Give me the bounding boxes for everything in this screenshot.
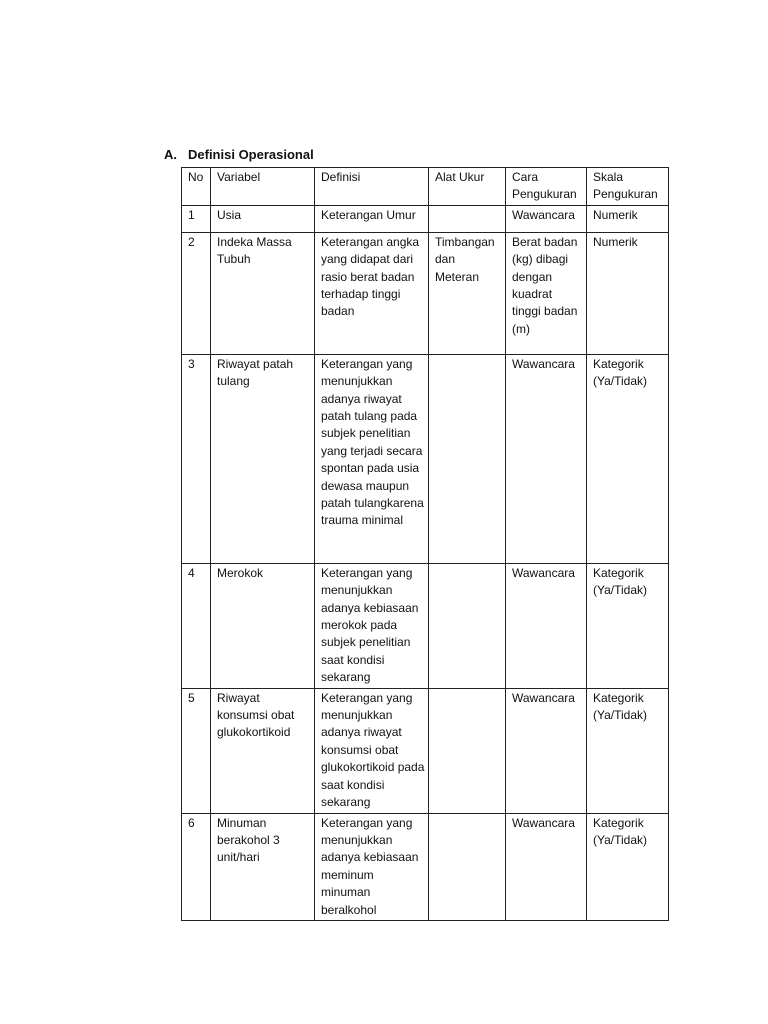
header-skala-pengukuran: Skala Pengukuran [587, 168, 669, 206]
cell-variabel: Riwayat patah tulang [211, 354, 315, 563]
header-definisi: Definisi [315, 168, 429, 206]
header-no: No [182, 168, 211, 206]
cell-variabel: Indeka Massa Tubuh [211, 232, 315, 354]
cell-cara-pengukuran: Berat badan (kg) dibagi dengan kuadrat tinggi badan (m) [506, 232, 587, 354]
cell-no: 4 [182, 563, 211, 688]
cell-no: 1 [182, 205, 211, 232]
cell-definisi: Keterangan yang menunjukkan adanya riwayat patah tulang pada subjek penelitian yang terjadi secara spontan pada usia dewasa maupun patah tulangkarena trauma minimal [315, 354, 429, 563]
cell-alat-ukur [429, 563, 506, 688]
table-header-row [182, 168, 669, 206]
table-row [182, 205, 669, 232]
cell-no: 5 [182, 688, 211, 813]
cell-no: 2 [182, 232, 211, 354]
cell-definisi: Keterangan yang menunjukkan adanya kebiasaan merokok pada subjek penelitian saat kondisi sekarang [315, 563, 429, 688]
cell-skala-pengukuran: Kategorik (Ya/Tidak) [587, 354, 669, 563]
section-letter: A. [164, 147, 177, 162]
cell-skala-pengukuran: Numerik [587, 205, 669, 232]
table-row [182, 563, 669, 688]
cell-definisi: Keterangan Umur [315, 205, 429, 232]
cell-alat-ukur [429, 354, 506, 563]
cell-skala-pengukuran: Kategorik (Ya/Tidak) [587, 688, 669, 813]
table-row [182, 232, 669, 354]
cell-variabel: Usia [211, 205, 315, 232]
cell-cara-pengukuran: Wawancara [506, 354, 587, 563]
cell-cara-pengukuran: Wawancara [506, 563, 587, 688]
cell-no: 6 [182, 813, 211, 920]
section-title: Definisi Operasional [188, 147, 314, 162]
cell-alat-ukur [429, 813, 506, 920]
cell-definisi: Keterangan yang menunjukkan adanya kebiasaan meminum minuman beralkohol [315, 813, 429, 920]
table-row [182, 688, 669, 813]
cell-alat-ukur [429, 688, 506, 813]
cell-variabel: Riwayat konsumsi obat glukokortikoid [211, 688, 315, 813]
cell-no: 3 [182, 354, 211, 563]
cell-cara-pengukuran: Wawancara [506, 813, 587, 920]
cell-definisi: Keterangan yang menunjukkan adanya riwayat konsumsi obat glukokortikoid pada saat kondisi sekarang [315, 688, 429, 813]
header-cara-pengukuran: Cara Pengukuran [506, 168, 587, 206]
cell-skala-pengukuran: Numerik [587, 232, 669, 354]
cell-variabel: Merokok [211, 563, 315, 688]
cell-variabel: Minuman berakohol 3 unit/hari [211, 813, 315, 920]
cell-skala-pengukuran: Kategorik (Ya/Tidak) [587, 813, 669, 920]
table-row [182, 354, 669, 563]
cell-alat-ukur [429, 205, 506, 232]
cell-cara-pengukuran: Wawancara [506, 688, 587, 813]
section-heading [164, 146, 314, 163]
cell-skala-pengukuran: Kategorik (Ya/Tidak) [587, 563, 669, 688]
cell-alat-ukur: Timbangan dan Meteran [429, 232, 506, 354]
header-alat-ukur: Alat Ukur [429, 168, 506, 206]
cell-definisi: Keterangan angka yang didapat dari rasio berat badan terhadap tinggi badan [315, 232, 429, 354]
header-variabel: Variabel [211, 168, 315, 206]
definition-table [181, 167, 669, 921]
table-row [182, 813, 669, 920]
cell-cara-pengukuran: Wawancara [506, 205, 587, 232]
